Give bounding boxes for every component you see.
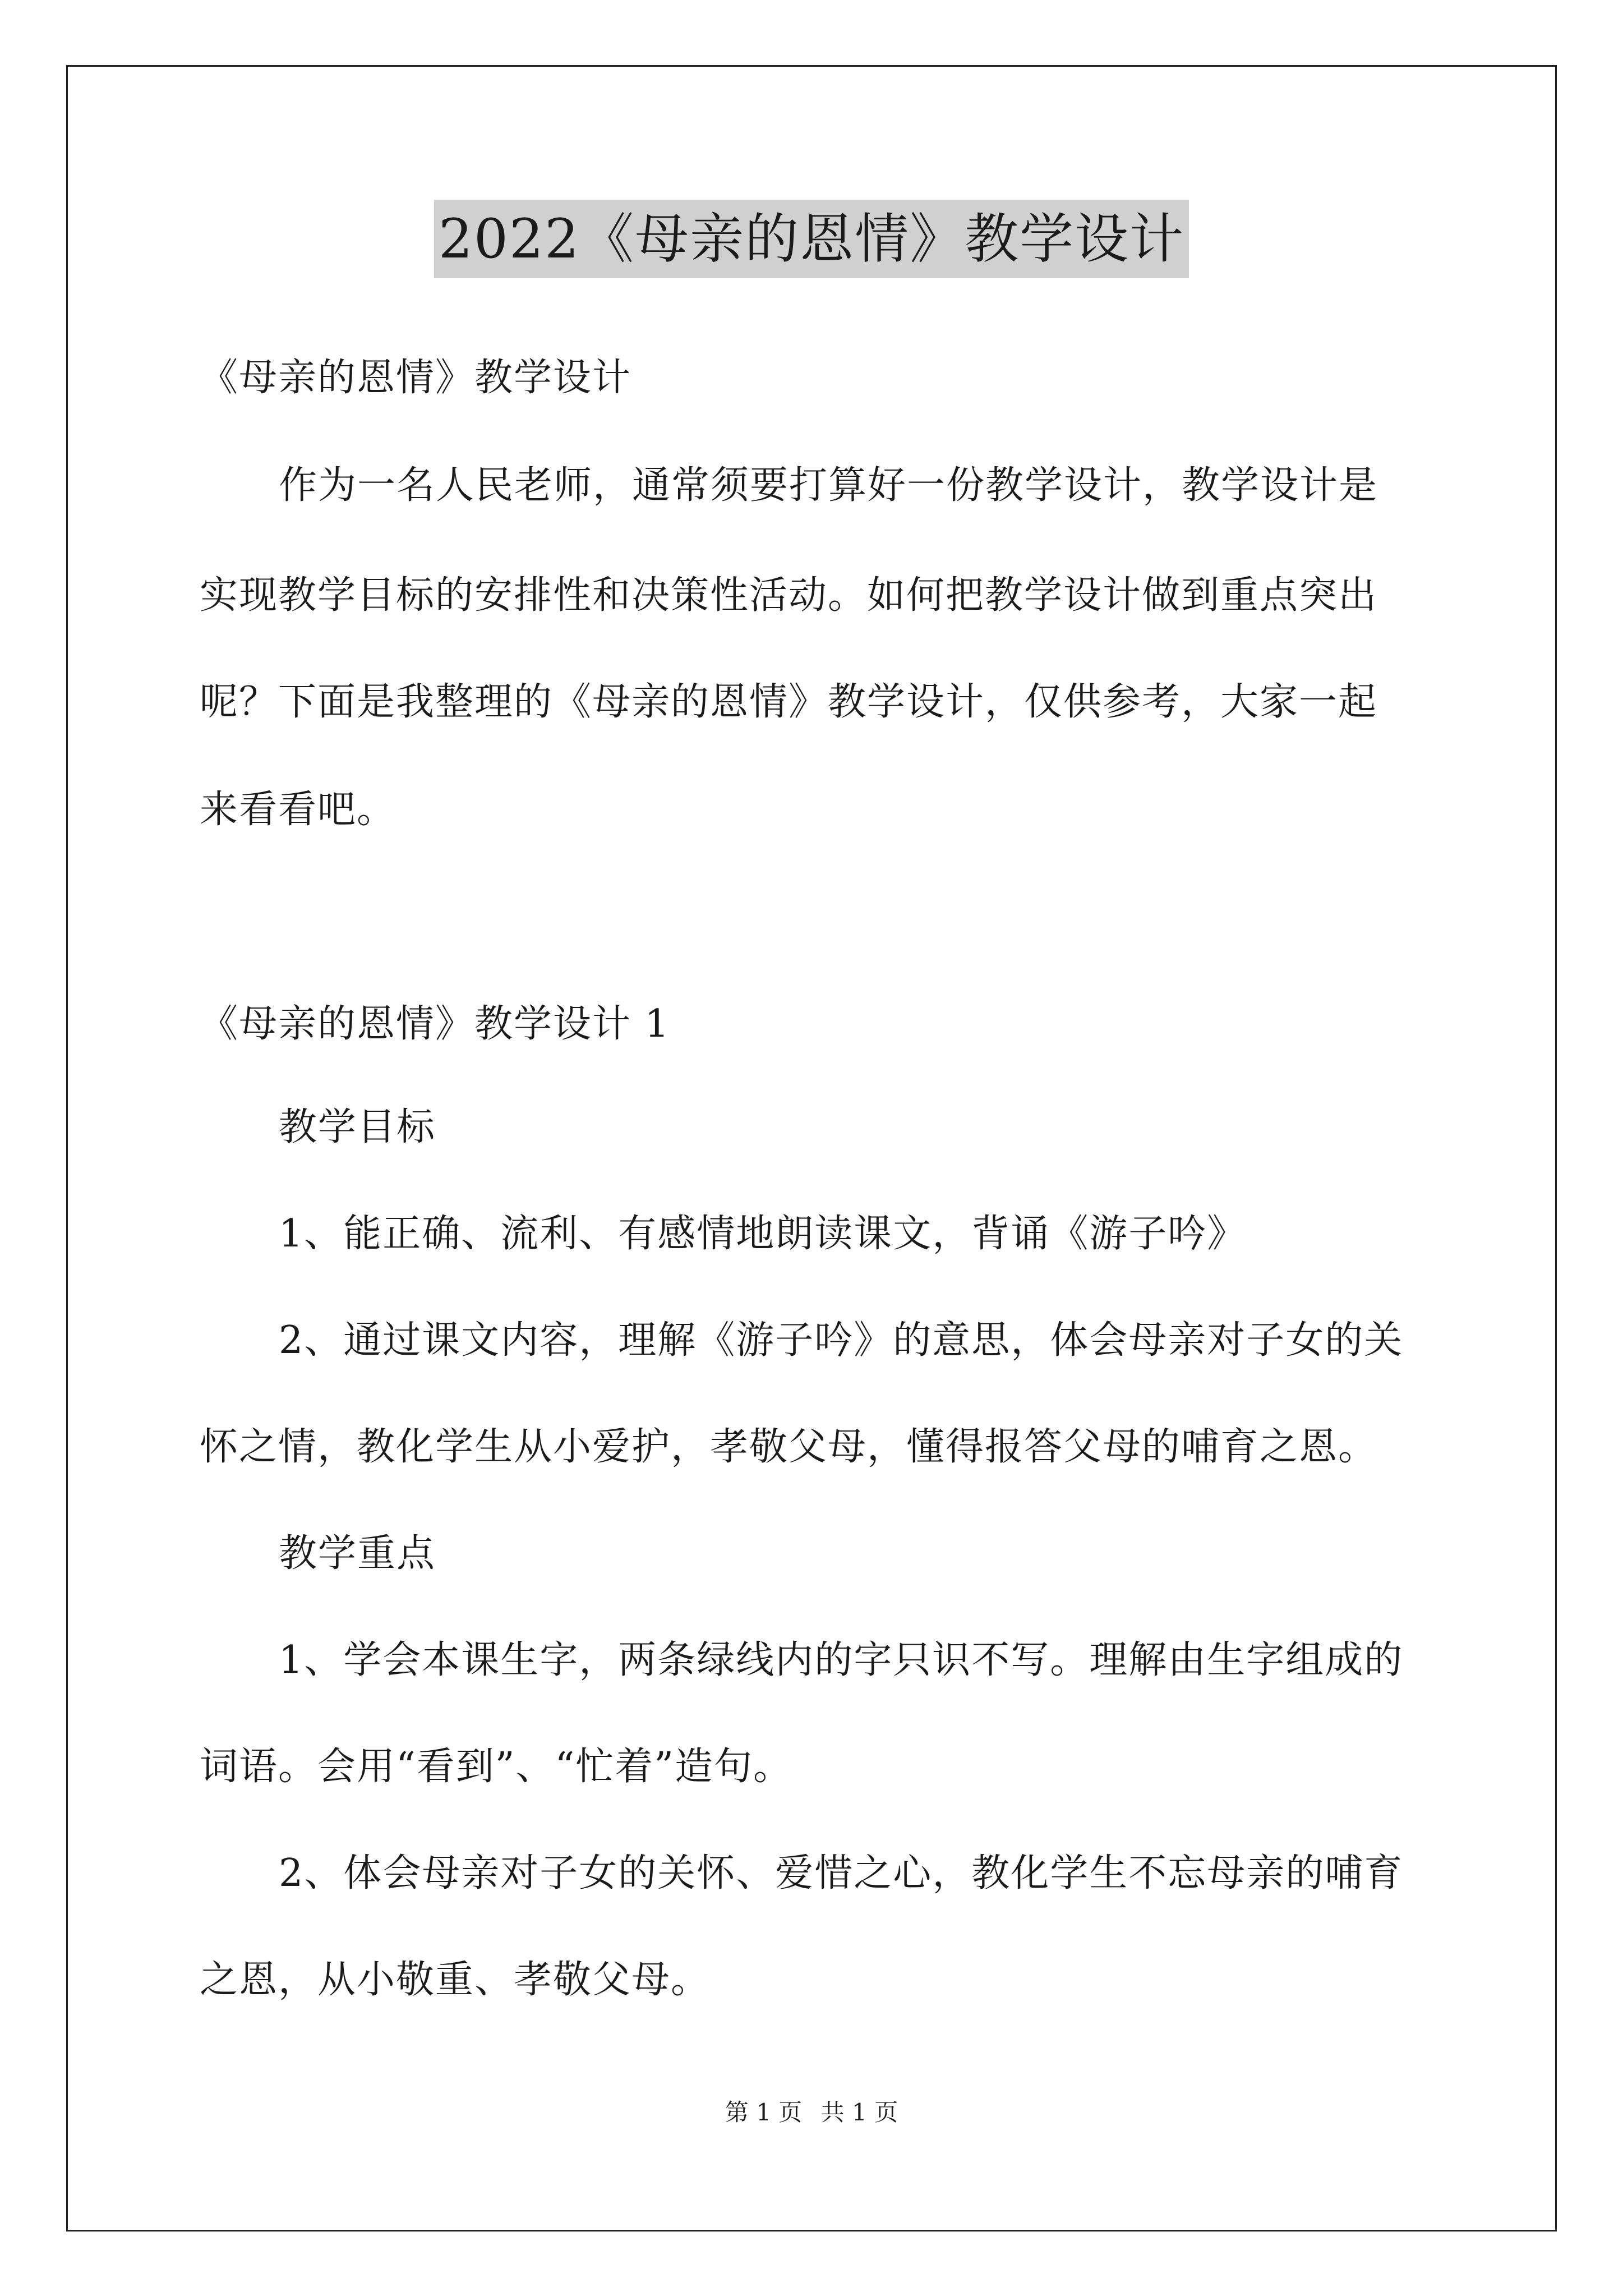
paragraph-line: 作为一名人民老师，通常须要打算好一份教学设计，教学设计是: [279, 463, 1378, 508]
document-title: 2022《母亲的恩情》教学设计: [434, 200, 1189, 278]
page-footer: [0, 2096, 1623, 2129]
title-container: [0, 200, 1623, 278]
paragraph-line: 来看看吧。: [200, 788, 396, 832]
list-item-line: 2、体会母亲对子女的关怀、爱惜之心，教化学生不忘母亲的哺育: [279, 1851, 1404, 1895]
list-item-line: 2、通过课文内容，理解《游子吟》的意思，体会母亲对子女的关: [279, 1318, 1404, 1363]
list-item-line: 1、能正确、流利、有感情地朗读课文，背诵《游子吟》: [279, 1212, 1247, 1256]
page-total: 共 1 页: [820, 2099, 898, 2126]
list-item-line: 词语。会用“看到”、“忙着”造句。: [200, 1745, 793, 1789]
paragraph-line: 实现教学目标的安排性和决策性活动。如何把教学设计做到重点突出: [200, 573, 1378, 618]
list-item-line: 1、学会本课生字，两条绿线内的字只识不写。理解由生字组成的: [279, 1638, 1404, 1682]
paragraph-line: 呢？下面是我整理的《母亲的恩情》教学设计，仅供参考，大家一起: [200, 680, 1378, 724]
subtitle-line: 《母亲的恩情》教学设计: [200, 356, 632, 400]
list-item-line: 怀之情，教化学生从小爱护，孝敬父母，懂得报答父母的哺育之恩。: [200, 1425, 1378, 1469]
section-heading: 《母亲的恩情》教学设计 1: [200, 1002, 670, 1046]
subheading-line: 教学目标: [279, 1105, 436, 1149]
subheading-line: 教学重点: [279, 1531, 436, 1576]
page-number: 第 1 页: [725, 2099, 803, 2126]
list-item-line: 之恩，从小敬重、孝敬父母。: [200, 1958, 711, 2002]
